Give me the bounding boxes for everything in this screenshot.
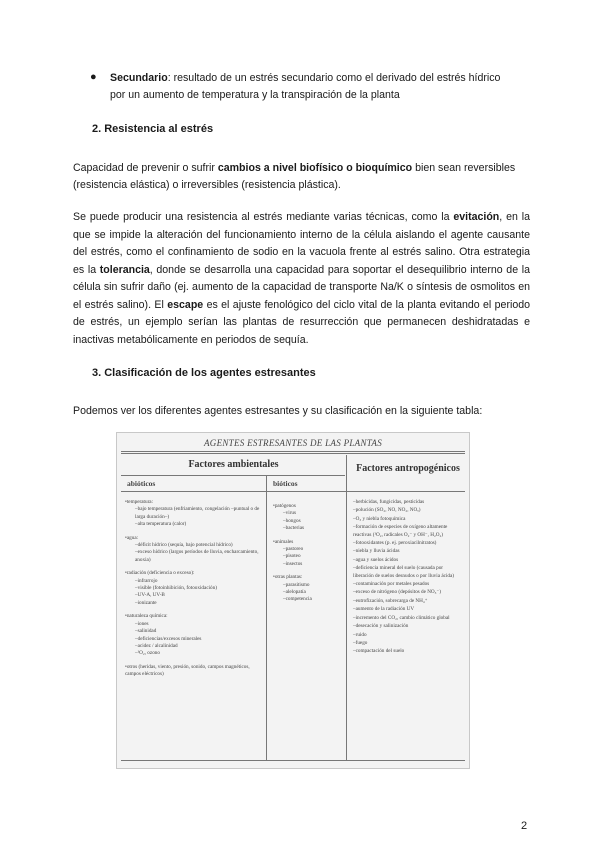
abiotic-item: – visible (fotoinhibición, fotooxidación) [125, 585, 263, 592]
bullet-marker: ● [90, 71, 97, 83]
abiotic-item: – exceso hídrico (largos períodos de lluvia, encharcamiento, anoxia) [125, 549, 263, 564]
anthropogenic-item: – agua y suelos ácidos [353, 557, 465, 564]
anthropogenic-item: – fuego [353, 640, 465, 647]
biotic-item: – pastoreo [273, 546, 343, 553]
biotic-group-label: • otras plantas: [273, 574, 343, 581]
anthropogenic-column [353, 499, 465, 657]
table-col-divider-1 [266, 475, 267, 760]
p1-text-a: Capacidad de prevenir o sufrir [73, 162, 218, 174]
bullet-line1-text: : resultado de un estrés secundario como el derivado del estrés hídrico [167, 72, 501, 84]
abiotic-item: – infrarrojo [125, 578, 263, 585]
anthropogenic-item: – niebla y lluvia ácidas [353, 548, 465, 555]
biotic-item: – parasitismo [273, 582, 343, 589]
p2-bold-escape: escape [167, 298, 204, 311]
bullet-secondary-line2: por un aumento de temperatura y la transpiración de la planta [110, 89, 400, 101]
anthropogenic-item: – deficiencia mineral del suelo (causada por liberación de suelos desnudos o por lluvia ácida) [353, 565, 465, 580]
p2-bold-tolerancia: tolerancia [99, 263, 150, 276]
biotic-item: – pisoteo [273, 553, 343, 560]
biotic-item: – bacterias [273, 525, 343, 532]
abiotic-item: – ionizante [125, 600, 263, 607]
abiotic-item: – iones [125, 621, 263, 628]
section-2-paragraph-1-line1 [73, 160, 533, 178]
anthropogenic-item: – aumento de la radiación UV [353, 606, 465, 613]
biotic-group-label: • patógenos [273, 503, 343, 510]
subheader-biotic: bióticos [273, 479, 298, 488]
section-2-paragraph-1-line2: (resistencia elástica) o irreversibles (resistencia plástica). [73, 179, 341, 191]
biotic-item: – hongos [273, 518, 343, 525]
header-anthropogenic: Factores antropogénicos [356, 463, 460, 474]
abiotic-group-label: • temperatura: [125, 499, 263, 506]
abiotic-item: – alta temperatura (calor) [125, 521, 263, 528]
anthropogenic-item: – fotooxidantes (p. ej. peroxiacilnitratos) [353, 540, 465, 547]
p2-bold-evitacion: evitación [453, 211, 500, 223]
table-col-divider-2 [346, 455, 347, 760]
biotic-item: – alelopatía [273, 589, 343, 596]
abiotic-item: – déficit hídrico (sequía, bajo potencial hídrico) [125, 542, 263, 549]
abiotic-group-label: • naturaleza química: [125, 613, 263, 620]
abiotic-item: – bajo temperatura (enfriamiento, congelación –puntual o de larga duración–) [125, 506, 263, 521]
stress-agents-table [116, 432, 470, 769]
table-rule-body [121, 491, 465, 492]
biotic-group [273, 503, 343, 533]
abiotic-group-label: • radiación (deficiencia o exceso): [125, 570, 263, 577]
p1-text-c: bien sean reversibles [412, 162, 516, 174]
table-title: AGENTES ESTRESANTES DE LAS PLANTAS [203, 438, 383, 448]
abiotic-group [125, 499, 263, 529]
header-environmental: Factores ambientales [188, 459, 279, 470]
anthropogenic-item: – formación de especies de oxígeno altamente reactivas (¹O₂, radicales O₂⁻ y OH⁻, H₂O₂) [353, 524, 465, 539]
abiotic-item: – acidez / alcalinidad [125, 643, 263, 650]
anthropogenic-item: – ruido [353, 632, 465, 639]
table-rule-top-double [121, 453, 465, 454]
anthropogenic-item: – incremento del CO₂, cambio climático global [353, 615, 465, 622]
section-2-paragraph-2 [73, 209, 530, 349]
biotic-item: – insectos [273, 561, 343, 568]
abiotic-group-label: • otros (heridas, viento, presión, sonido, campos magnéticos, campos eléctricos) [125, 664, 263, 679]
section-3-intro: Podemos ver los diferentes agentes estresantes y su clasificación en la siguiente tabla: [73, 405, 483, 417]
p2-text-g: es el ajuste fenológico del ciclo vital de la planta evitando el periodo de estrés, un ejemplo serían las plantas de resurrección que permanecen deshidratadas e inactivas metabólicamente en periodos de sequía. [73, 298, 531, 346]
biotic-item: – virus [273, 510, 343, 517]
abiotic-group [125, 664, 263, 679]
anthropogenic-item: – polución (SO₂, NO, NO₂, NOₓ) [353, 507, 465, 514]
abiotic-item: – ¹O₂, ozono [125, 650, 263, 657]
bullet-term: Secundario [110, 72, 168, 84]
biotic-item: – competencia [273, 596, 343, 603]
abiotic-group-label: • agua: [125, 535, 263, 542]
biotic-group [273, 574, 343, 604]
anthropogenic-item: – desecación y salinización [353, 623, 465, 630]
anthropogenic-item: – herbicidas, fungicidas, pesticidas [353, 499, 465, 506]
p2-text-e: , donde se desarrolla una capacidad para soportar el desequilibrio interno de la célula sin sufrir daño (ej. aumento de la capacidad de transporte Na/K o síntesis de osmolitos en el estrés salino). El [73, 263, 530, 311]
abiotic-group [125, 613, 263, 657]
anthropogenic-item: – compactación del suelo [353, 648, 465, 655]
subheader-abiotic: abióticos [127, 479, 156, 488]
biotic-group [273, 539, 343, 569]
table-rule-bottom [121, 760, 465, 761]
anthropogenic-item: – eutrofización, sobrecarga de NH₄⁺ [353, 598, 465, 605]
abiotic-item: – deficiencias/excesos minerales [125, 636, 263, 643]
section-2-heading: 2. Resistencia al estrés [92, 123, 214, 135]
p2-text-c: , en la que se impide la alteración del funcionamiento interno de la célula aislando el agente causante del estrés, como el confinamiento de sodio en la vacuola frente al estrés salino. Otra estrategia es la [73, 211, 530, 276]
p2-text-a: Se puede producir una resistencia al estrés mediante varias técnicas, como la [73, 211, 454, 223]
biotic-group-label: • animales [273, 539, 343, 546]
page-number: 2 [521, 820, 528, 832]
bullet-secondary-line1 [110, 70, 530, 88]
abiotic-group [125, 570, 263, 607]
abiotic-column [125, 499, 263, 679]
anthropogenic-item: – exceso de nitrógeno (depósitos de NO₃⁻) [353, 589, 465, 596]
section-3-heading: 3. Clasificación de los agentes estresantes [92, 367, 316, 379]
table-rule-subheader [121, 475, 345, 476]
biotic-column [273, 503, 343, 604]
abiotic-item: – UV-A, UV-B [125, 592, 263, 599]
abiotic-item: – salinidad [125, 628, 263, 635]
anthropogenic-item: – O₃ y niebla fotoquímica [353, 516, 465, 523]
anthropogenic-item: – contaminación por metales pesados [353, 581, 465, 588]
abiotic-group [125, 535, 263, 565]
p1-bold: cambios a nivel biofísico o bioquímico [217, 162, 413, 174]
